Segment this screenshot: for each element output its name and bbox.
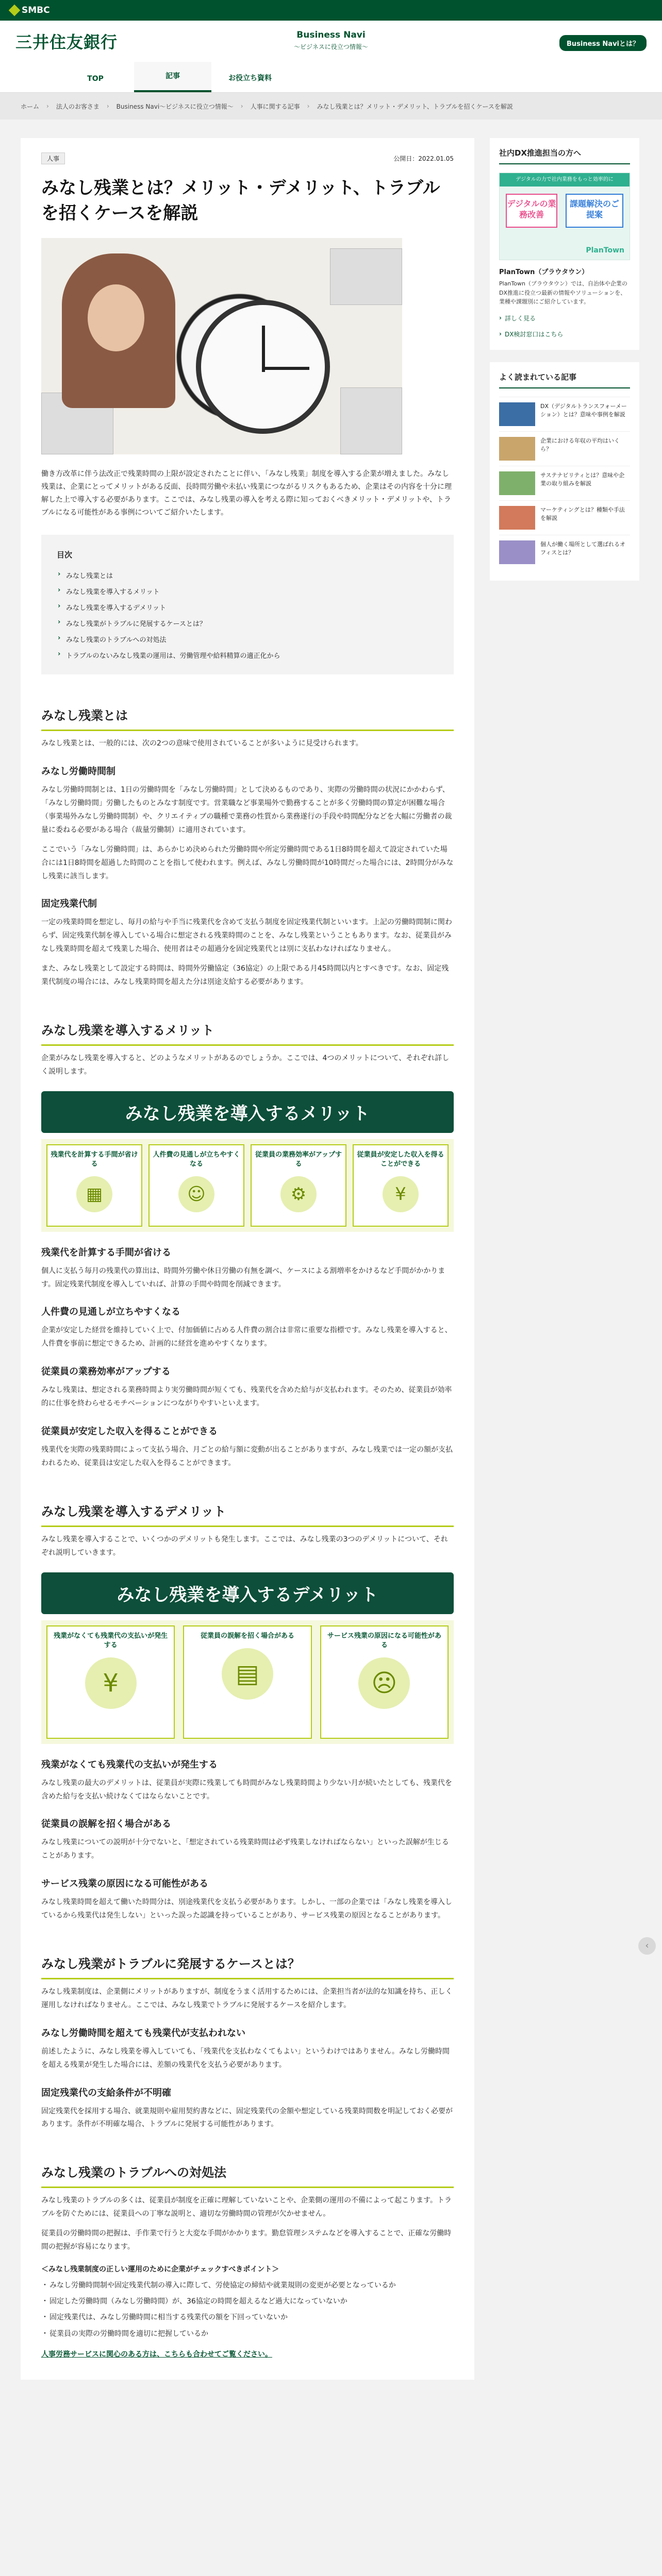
popular-title: よく読まれている記事	[499, 371, 630, 388]
merit-icons	[41, 1139, 454, 1232]
lead-paragraph: 働き方改革に伴う法改正で残業時間の上限が設定されたことに伴い、「みなし残業」制度を導入する企業が増えました。みなし残業は、企業にとってメリットがある反面、長時間労働や未払い残業につながるリスクもあるため、企業はその内容を十分に理解した上で導入する必要があります。ここでは、みなし残業の導入を考える際に知っておくべきメリット・デメリットや、トラブルになる可能性がある事例についてご紹介いたします。	[41, 469, 452, 517]
ad-description: PlanTown（プラウタウン）では、自治体や企業のDX推進に役立つ最新の情報やソリューションを、業種や課題別にご紹介しています。	[499, 280, 627, 306]
merit-card-label: 従業員の業務効率がアップする	[255, 1150, 342, 1168]
table-of-contents	[41, 535, 454, 674]
breadcrumb-separator-icon: ›	[307, 103, 310, 110]
paragraph: みなし残業のトラブルの多くは、従業員が制度を正確に理解していないことや、企業側の運用の不備によって起こります。トラブルを防ぐためには、従業員への丁寧な説明と、適切な労働時間の管理が欠かせません。	[41, 2196, 452, 2218]
hero-image	[41, 238, 402, 454]
ad-title: 社内DX推進担当の方へ	[499, 147, 630, 164]
toc-item[interactable]: › みなし残業がトラブルに発展するケースとは？	[57, 615, 438, 631]
sidebar	[490, 138, 639, 593]
yen-hand-icon: ¥	[383, 1176, 419, 1212]
subsection-heading: 従業員が安定した収入を得ることができる	[41, 1426, 218, 1437]
merit-card	[251, 1144, 346, 1227]
paragraph: 企業が安定した経営を維持していく上で、付加価値に占める人件費の割合は非常に重要な指標です。みなし残業を導入すると、人件費を事前に想定できるため、計画的に経営を進めやすくなります。	[41, 1326, 452, 1348]
merit-card	[148, 1144, 244, 1227]
thumbnail	[499, 402, 535, 426]
section-heading: みなし残業を導入するデメリット	[41, 1501, 454, 1527]
business-navi-about-button[interactable]: Business Naviとは？	[559, 35, 647, 51]
demerit-card-label: 従業員の誤解を招く場合がある	[200, 1632, 294, 1640]
gear-icon: ⚙	[280, 1176, 317, 1212]
article-main	[21, 138, 474, 2380]
breadcrumb-separator-icon: ›	[46, 103, 49, 110]
paragraph: みなし残業は、想定される業務時間より実労働時間が短くても、残業代を含めた給与が支払われます。そのため、従業員が効率的に仕事を終わらせるモチベーションにつながりやすいといえます。	[41, 1386, 452, 1408]
popular-item-title: サステナビリティとは？意味や企業の取り組みを解説	[540, 471, 625, 487]
ad-detail-link-label: 詳しく見る	[504, 314, 536, 322]
scroll-arrow-icon[interactable]: ‹	[638, 1937, 656, 1955]
popular-item[interactable]	[499, 466, 630, 500]
article-title: みなし残業とは？メリット・デメリット、トラブルを招くケースを解説	[41, 178, 440, 224]
demerit-card	[46, 1625, 175, 1739]
popular-articles	[490, 362, 639, 581]
chevron-right-icon: ›	[499, 314, 502, 322]
popular-item-title: マーケティングとは？種類や手法を解説	[540, 506, 625, 522]
list-item: ・ 従業員の実際の労働時間を適切に把握しているか	[41, 2328, 454, 2341]
breadcrumb-home[interactable]: ホーム	[21, 103, 40, 110]
paragraph: 固定残業代を採用する場合、就業規則や雇用契約書などに、固定残業代の金額や想定している残業時間数を明記しておく必要があります。条件が不明確な場合、トラブルに発展する可能性があります。	[41, 2107, 453, 2129]
popular-item[interactable]	[499, 397, 630, 431]
thumbnail	[499, 437, 535, 461]
subsection-heading: 固定残業代制	[41, 899, 97, 910]
subsection-heading: 従業員の業務効率がアップする	[41, 1366, 171, 1378]
list-item: ・ みなし労働時間制や固定残業代制の導入に際して、労使協定の締結や就業規則の変更が必要となっているか	[41, 2279, 454, 2292]
paragraph: 個人に支払う毎月の残業代の算出は、時間外労働や休日労働の有無を調べ、ケースによる割増率をかけるなど手間がかかります。固定残業代制度を導入していれば、計算の手間や時間を削減できます。	[41, 1266, 445, 1289]
gnav-top[interactable]: TOP	[87, 75, 104, 83]
hr-service-link[interactable]: 人事労務サービスに関心のある方は、こちらも合わせてご覧ください。	[41, 2350, 272, 2359]
paragraph: 残業代を実際の残業時間によって支払う場合、月ごとの給与額に変動が出ることがありますが、みなし残業では一定の額が支払われるため、従業員は安定した収入を得ることができます。	[41, 1446, 453, 1467]
paragraph: 前述したように、みなし残業を導入していても、「残業代を支払わなくてもよい」というわけではありません。みなし労働時間を超える残業が発生した場合には、差額の残業代を支払う必要があります。	[41, 2047, 450, 2069]
ad-brand-logo: PlanTown	[586, 246, 624, 255]
demerit-card-label: 残業がなくても残業代の支払いが発生する	[54, 1632, 168, 1649]
merit-banner: みなし残業を導入するメリット	[41, 1091, 454, 1133]
section-heading: みなし残業のトラブルへの対処法	[41, 2162, 454, 2188]
paragraph: 従業員の労働時間の把握は、手作業で行うと大変な手間がかかります。勤怠管理システムなどを導入することで、正確な労働時間の把握が容易になります。	[41, 2229, 452, 2251]
checkpoint-heading: ＜みなし残業制度の正しい運用のために企業がチェックすべきポイント＞	[41, 2265, 279, 2274]
ad-banner-right: 課題解決のご提案	[566, 194, 623, 228]
subsection-heading: 残業代を計算する手間が省ける	[41, 1247, 171, 1258]
tired-worker-icon: ☹	[358, 1657, 410, 1709]
toc-item[interactable]: › みなし残業を導入するデメリット	[57, 599, 438, 615]
subsection-heading: 従業員の誤解を招く場合がある	[41, 1819, 171, 1830]
popular-item-title: 企業における年収の平均はいくら？	[540, 437, 620, 453]
breadcrumb	[0, 93, 662, 120]
popular-item-title: 個人が働く場所として選ばれるオフィスとは？	[540, 540, 625, 556]
demerit-card-label: サービス残業の原因になる可能性がある	[327, 1632, 441, 1649]
popular-item-title: DX（デジタルトランスフォーメーション）とは？意味や事例を解説	[540, 402, 627, 418]
ad-banner-top: デジタルの力で社内業務をもっと効率的に	[500, 173, 630, 187]
breadcrumb-separator-icon: ›	[240, 103, 243, 110]
bn-title: Business Navi	[296, 30, 366, 40]
bn-subtitle: 〜ビジネスに役立つ情報〜	[294, 43, 368, 50]
paragraph: みなし残業についての説明が十分でないと、「想定されている残業時間は必ず残業しなければならない」といった誤解が生じることがあります。	[41, 1838, 449, 1860]
paragraph: みなし残業を導入することで、いくつかのデメリットも発生します。ここでは、みなし残業の3つのデメリットについて、それぞれ説明していきます。	[41, 1535, 448, 1557]
demerit-card	[320, 1625, 449, 1739]
people-icon: ☺	[178, 1176, 214, 1212]
section-heading: みなし残業を導入するメリット	[41, 1020, 454, 1046]
list-item: ・ 固定残業代は、みなし労働時間に相当する残業代の額を下回っていないか	[41, 2311, 454, 2324]
smbc-mark-icon	[9, 5, 21, 16]
subsection-heading: みなし労働時間を超えても残業代が支払われない	[41, 2027, 245, 2039]
ad-banner-left: デジタルの業務改善	[506, 194, 557, 228]
breadcrumb-business-navi[interactable]: Business Navi〜ビジネスに役立つ情報〜	[116, 103, 234, 110]
bank-name-logo[interactable]: 三井住友銀行	[15, 32, 118, 52]
paragraph: また、みなし残業として設定する時間は、時間外労働協定（36協定）の上限である月45時間以内とすべきです。なお、固定残業代制度の場合には、みなし残業時間を超えた分は別途支給する必要があります。	[41, 964, 449, 987]
breadcrumb-corporate[interactable]: 法人のお客さま	[56, 103, 100, 110]
thumbnail	[499, 506, 535, 530]
ad-banner[interactable]	[499, 173, 630, 260]
popular-item[interactable]	[499, 500, 630, 535]
calculator-icon: ▦	[76, 1176, 112, 1212]
smbc-logo-text: SMBC	[22, 5, 50, 15]
chevron-right-icon: ›	[499, 330, 502, 338]
paragraph: みなし残業の最大のデメリットは、従業員が実際に残業しても時間がみなし残業時間より少ない月が続いたとしても、残業代を含めた給与を支払い続けなくてはならないことです。	[41, 1778, 452, 1801]
toc-item[interactable]: › トラブルのないみなし残業の運用は、労働管理や給料精算の適正化から	[57, 647, 438, 663]
paragraph: みなし残業制度は、企業側にメリットがありますが、制度をうまく活用するためには、企業担当者が法的な知識を持ち、正しく運用しなければなりません。ここでは、みなし残業でトラブルに発展するケースを紹介します。	[41, 1987, 453, 2009]
breadcrumb-hr[interactable]: 人事に関する記事	[250, 103, 300, 110]
merit-card-label: 残業代を計算する手間が省ける	[51, 1150, 138, 1168]
paragraph: ここでいう「みなし労働時間」は、あらかじめ決められた労働時間や所定労働時間である1日8時間を超えて設定されていた場合には1日8時間を超過した時間のことを指して使われます。例えば、みなし労働時間が10時間だった場合には、2時間分がみなし残業に該当します。	[41, 845, 454, 880]
ad-name: PlanTown（プラウタウン）	[499, 268, 589, 276]
gnav-articles[interactable]: 記事	[134, 61, 211, 92]
ad-detail-link[interactable]	[499, 314, 630, 323]
global-nav	[0, 62, 662, 93]
toc-title: 目次	[57, 550, 73, 560]
money-icon: ¥	[85, 1657, 137, 1709]
category-tag[interactable]: 人事	[41, 152, 65, 164]
subsection-heading: 人件費の見通しが立ちやすくなる	[41, 1307, 180, 1318]
toc-item[interactable]: › みなし残業のトラブルへの対処法	[57, 631, 438, 647]
paragraph: みなし残業とは、一般的には、次の2つの意味で使用されていることが多いように見受けられます。	[41, 739, 363, 748]
breadcrumb-separator-icon: ›	[106, 103, 109, 110]
toc-item[interactable]: › みなし残業とは	[57, 567, 438, 583]
dx-contact-link-label: DX検討窓口はこちら	[504, 330, 564, 338]
merit-card-label: 人件費の見通しが立ちやすくなる	[153, 1150, 240, 1168]
thumbnail	[499, 540, 535, 564]
section-heading: みなし残業がトラブルに発展するケースとは？	[41, 1954, 454, 1979]
paragraph: みなし労働時間制とは、1日の労働時間を「みなし労働時間」として決めるものであり、実際の労働時間の状況にかかわらず、「みなし労働時間」労働したものとみなす制度です。営業職など事業場外で勤務することが多く労働時間の算定が困難な場合（事業場外みなし労働時間制）や、クリエイティブの職種で業務の性質から業務遂行の手段や時間配分などを大幅に労働者の裁量に委ねる必要がある場合（裁量労働制）に適用されています。	[41, 786, 452, 834]
demerit-card	[183, 1625, 311, 1739]
merit-card	[46, 1144, 142, 1227]
gnav-resources[interactable]: お役立ち資料	[228, 74, 272, 82]
topbar	[0, 0, 662, 21]
thumbnail	[499, 471, 535, 495]
dx-contact-link[interactable]	[499, 330, 630, 338]
paragraph: 一定の残業時間を想定し、毎月の給与や手当に残業代を含めて支払う制度を固定残業代制といいます。上記の労働時間制に関わらず、固定残業代制を導入している場合に想定される残業時間のことを、みなし残業ということもあります。なお、従業員がみなし残業時間を超えて残業した場合、使用者はその超過分を固定残業代とは別に支払わなければなりません。	[41, 918, 452, 954]
smbc-logo[interactable]	[10, 5, 50, 15]
toc-item[interactable]: › みなし残業を導入するメリット	[57, 583, 438, 599]
popular-item[interactable]	[499, 431, 630, 466]
document-icon: ▤	[222, 1648, 273, 1700]
paragraph: 企業がみなし残業を導入すると、どのようなメリットがあるのでしょうか。ここでは、4つのメリットについて、それぞれ詳しく説明します。	[41, 1054, 450, 1076]
merit-card-label: 従業員が安定した収入を得ることができる	[357, 1150, 444, 1168]
checkpoint-list	[41, 2279, 454, 2341]
subsection-heading: サービス残業の原因になる可能性がある	[41, 1878, 208, 1890]
subsection-heading: みなし労働時間制	[41, 766, 115, 777]
site-header	[0, 21, 662, 62]
breadcrumb-current: みなし残業とは？メリット・デメリット、トラブルを招くケースを解説	[317, 103, 513, 110]
paragraph: みなし残業時間を超えて働いた時間分は、別途残業代を支払う必要があります。しかし、一部の企業では「みなし残業を導入しているから残業代は発生しない」といった誤った認識を持っていることがあり、サービス残業の原因となることがあります。	[41, 1898, 452, 1920]
demerit-icons	[41, 1620, 454, 1744]
list-item: ・ 固定した労働時間（みなし労働時間）が、36協定の時間を超えるなど過大になっていないか	[41, 2295, 454, 2308]
subsection-heading: 残業がなくても残業代の支払いが発生する	[41, 1759, 218, 1770]
publish-date: 公開日：2022.01.05	[393, 155, 454, 162]
popular-item[interactable]	[499, 535, 630, 569]
merit-card	[353, 1144, 449, 1227]
dx-ad-box	[490, 138, 639, 350]
subsection-heading: 固定残業代の支給条件が不明確	[41, 2087, 171, 2098]
section-heading: みなし残業とは	[41, 705, 454, 731]
demerit-banner: みなし残業を導入するデメリット	[41, 1572, 454, 1614]
